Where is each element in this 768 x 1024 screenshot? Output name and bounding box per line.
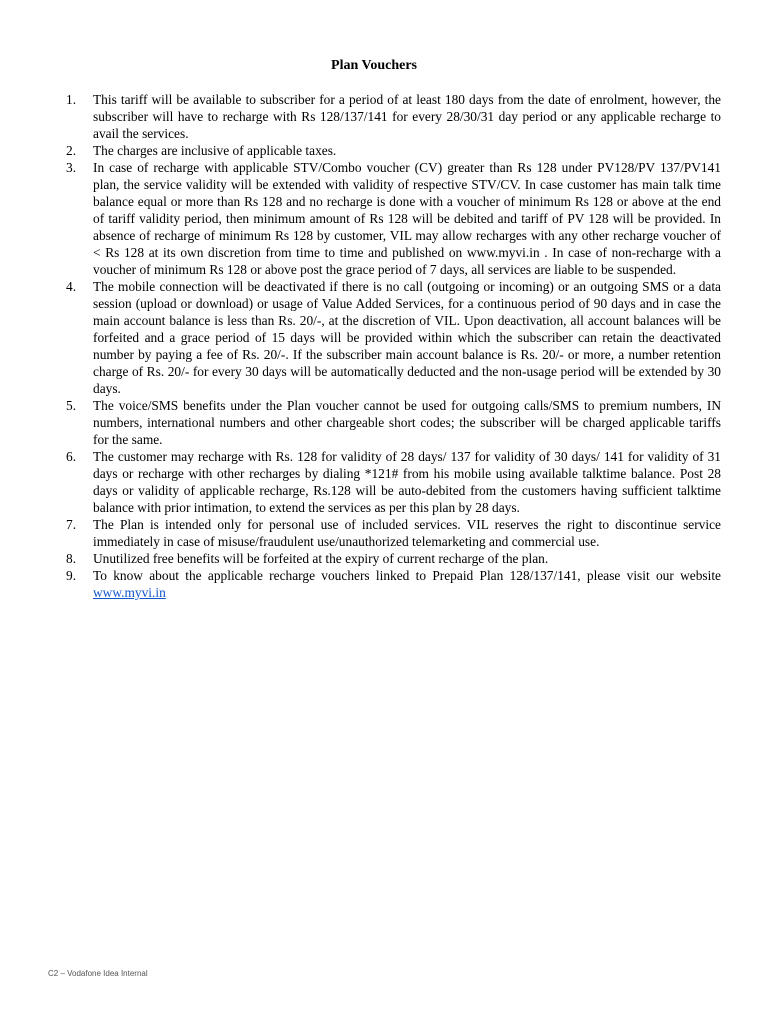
terms-list <box>66 91 721 601</box>
term-number: 6. <box>66 449 77 464</box>
term-number: 1. <box>66 92 77 107</box>
term-item-2 <box>66 142 721 159</box>
term-item-4 <box>66 278 721 397</box>
term-number: 5. <box>66 398 77 413</box>
term-number: 8. <box>66 551 77 566</box>
term-text: The voice/SMS benefits under the Plan voucher cannot be used for outgoing calls/SMS to premium numbers, IN numbers, international numbers and other chargeable short codes; the subscriber will be charged applicable tariffs for the same. <box>93 398 721 447</box>
term-text: Unutilized free benefits will be forfeited at the expiry of current recharge of the plan. <box>93 551 549 566</box>
term-text: The charges are inclusive of applicable taxes. <box>93 143 337 158</box>
term-item-9 <box>66 567 721 601</box>
term-text: This tariff will be available to subscriber for a period of at least 180 days from the date of enrolment, however, the subscriber will have to recharge with Rs 128/137/141 for every 28/30/31 day period or any applicable recharge to avail the services. <box>93 92 721 141</box>
term-number: 7. <box>66 517 77 532</box>
page-title: Plan Vouchers <box>331 58 417 73</box>
term-item-7 <box>66 516 721 550</box>
term-number: 4. <box>66 279 77 294</box>
term-item-3 <box>66 159 721 278</box>
term-item-8 <box>66 550 721 567</box>
website-link[interactable]: www.myvi.in <box>93 585 166 600</box>
term-item-1 <box>66 91 721 142</box>
term-number: 3. <box>66 160 77 175</box>
term-text: The Plan is intended only for personal use of included services. VIL reserves the right to discontinue service immediately in case of misuse/fraudulent use/unauthorized telemarketing and commercial use. <box>93 517 721 549</box>
classification-footer: C2 – Vodafone Idea Internal <box>48 969 148 978</box>
term-text: In case of recharge with applicable STV/Combo voucher (CV) greater than Rs 128 under PV128/PV 137/PV141 plan, the service validity will be extended with validity of respective STV/CV. In case customer has main talk time balance equal or more than Rs 128 and no recharge is done with a voucher of minimum Rs 128 or above at the end of tariff validity period, then minimum amount of Rs 128 will be debited and tariff of PV 128 will be provided. In absence of recharge of minimum Rs 128 by customer, VIL may allow recharges with any other recharge voucher of < Rs 128 at its own discretion from time to time and published on www.myvi.in . In case of non-recharge with a voucher of minimum Rs 128 or above post the grace period of 7 days, all services are liable to be suspended. <box>93 160 721 277</box>
term-text: The mobile connection will be deactivated if there is no call (outgoing or incoming) or an outgoing SMS or a data session (upload or download) or usage of Value Added Services, for a continuous period of 90 days and in case the main account balance is less than Rs. 20/-, at the discretion of VIL. Upon deactivation, all account balances will be forfeited and a grace period of 15 days will be provided within which the subscriber can retain the deactivated number by paying a fee of Rs. 20/-. If the subscriber main account balance is Rs. 20/- or more, a number retention charge of Rs. 20/- for every 30 days will be automatically deducted and the non-usage period will be extended by 30 days. <box>93 279 721 396</box>
term-text: The customer may recharge with Rs. 128 for validity of 28 days/ 137 for validity of 30 days/ 141 for validity of 31 days or recharge with other recharges by dialing *121# from his mobile using available talktime balance. Post 28 days or validity of applicable recharge, Rs.128 will be auto-debited from the customers having sufficient talktime balance with prior intimation, to extend the services as per this plan by 28 days. <box>93 449 721 515</box>
term-number: 2. <box>66 143 77 158</box>
term-number: 9. <box>66 568 77 583</box>
term-item-5 <box>66 397 721 448</box>
term-text: To know about the applicable recharge vouchers linked to Prepaid Plan 128/137/141, please visit our website <box>93 568 721 583</box>
term-item-6 <box>66 448 721 516</box>
